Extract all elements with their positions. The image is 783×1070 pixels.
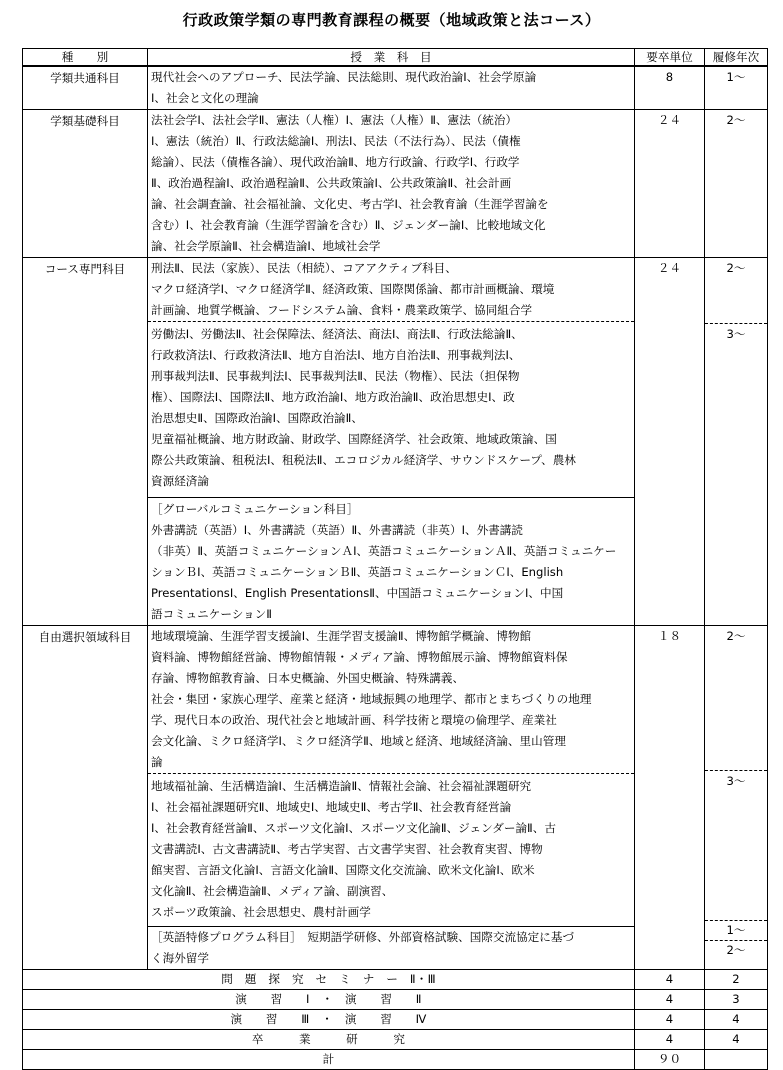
row-thesis — [23, 1030, 768, 1050]
units-cell: ２４ — [635, 258, 705, 626]
category-cell: 自由選択領域科目 — [23, 626, 148, 970]
subject-line: 法社会学Ⅰ、法社会学Ⅱ、憲法（人権）Ⅰ、憲法（人権）Ⅱ、憲法（統治） — [151, 113, 518, 127]
row-total — [23, 1050, 768, 1070]
subject-line: 地域福祉論、生活構造論Ⅰ、生活構造論Ⅱ、情報社会論、社会福祉課題研究 — [151, 779, 532, 793]
subject-line: 計画論、地質学概論、フードシステム論、食料・農業政策学、協同組合学 — [151, 303, 533, 317]
row-course — [23, 258, 768, 626]
subject-block — [148, 926, 634, 969]
subject-line: 資料論、博物館経営論、博物館情報・メディア論、博物館展示論、博物館資料保 — [151, 650, 568, 664]
year-cell: 4 — [705, 1030, 768, 1050]
subject-cell — [148, 110, 635, 258]
units-cell: １８ — [635, 626, 705, 970]
year-cell — [705, 1050, 768, 1070]
subject-line: 外書講読（英語）Ⅰ、外書講読（英語）Ⅱ、外書講読（非英）Ⅰ、外書講読 — [151, 523, 523, 537]
subject-cell — [148, 66, 635, 110]
header-category: 種 別 — [23, 49, 148, 67]
subject-block — [148, 497, 634, 625]
year-value: 3～ — [705, 323, 767, 345]
header-subjects: 授 業 科 目 — [148, 49, 635, 67]
subject-line: 論、社会学原論Ⅱ、社会構造論Ⅰ、地域社会学 — [151, 239, 381, 253]
subject-line: Ⅰ、憲法（統治）Ⅱ、行政法総論Ⅰ、刑法Ⅰ、民法（不法行為）、民法（債権 — [151, 134, 521, 148]
subject-line: 地域環境論、生涯学習支援論Ⅰ、生涯学習支援論Ⅱ、博物館学概論、博物館 — [151, 629, 532, 643]
subject-line: 社会・集団・家族心理学、産業と経済・地域振興の地理学、都市とまちづくりの地理 — [151, 692, 592, 706]
subject-line: く海外留学 — [151, 951, 209, 965]
subject-line: 論 — [151, 755, 163, 769]
year-cell — [705, 626, 768, 970]
subject-line: 際公共政策論、租税法Ⅰ、租税法Ⅱ、エコロジカル経済学、サウンドスケープ、農林 — [151, 453, 576, 467]
subject-line: 存論、博物館教育論、日本史概論、外国史概論、特殊講義、 — [151, 671, 465, 685]
subject-line: 刑事裁判法Ⅱ、民事裁判法Ⅰ、民事裁判法Ⅱ、民法（物権）、民法（担保物 — [151, 369, 520, 383]
subject-line: 行政救済法Ⅰ、行政救済法Ⅱ、地方自治法Ⅰ、地方自治法Ⅱ、刑事裁判法Ⅰ、 — [151, 348, 521, 362]
summary-label: 演 習 Ⅲ ・ 演 習 Ⅳ — [23, 1010, 635, 1030]
subject-line: 治思想史Ⅱ、国際政治論Ⅰ、国際政治論Ⅱ、 — [151, 411, 363, 425]
subject-line: 刑法Ⅱ、民法（家族）、民法（相続）、コアアクティブ科目、 — [151, 261, 457, 275]
subject-line: スポーツ政策論、社会思想史、農村計画学 — [151, 905, 371, 919]
row-basic — [23, 110, 768, 258]
row-practice-1 — [23, 990, 768, 1010]
units-cell: 4 — [635, 1030, 705, 1050]
subject-cell — [148, 258, 635, 626]
subject-line: 語コミュニケーションⅡ — [151, 607, 272, 621]
units-cell: 4 — [635, 970, 705, 990]
units-cell: 8 — [635, 66, 705, 110]
header-year: 履修年次 — [705, 49, 768, 67]
summary-label: 計 — [23, 1050, 635, 1070]
subject-line: 労働法Ⅰ、労働法Ⅱ、社会保障法、経済法、商法Ⅰ、商法Ⅱ、行政法総論Ⅱ、 — [151, 327, 523, 341]
subject-line: PresentationsⅠ、English PresentationsⅡ、中国語コミュニケーションⅠ、中国 — [151, 586, 564, 600]
units-cell: 4 — [635, 1010, 705, 1030]
category-cell: 学類基礎科目 — [23, 110, 148, 258]
subject-line: Ⅰ、社会と文化の理論 — [151, 91, 259, 105]
subject-line: 現代社会へのアプローチ、民法学論、民法総則、現代政治論Ⅰ、社会学原論 — [151, 70, 537, 84]
year-cell: 3 — [705, 990, 768, 1010]
subject-line: 総論）、民法（債権各論）、現代政治論Ⅱ、地方行政論、行政学Ⅰ、行政学 — [151, 155, 520, 169]
year-value: 1～ — [705, 920, 767, 940]
subject-line: 文書講読Ⅰ、古文書講読Ⅱ、考古学実習、古文書学実習、社会教育実習、博物 — [151, 842, 543, 856]
subject-block — [148, 773, 634, 923]
subject-block — [148, 258, 634, 321]
subject-line: ションＢⅠ、英語コミュニケーションＢⅡ、英語コミュニケーションＣⅠ、English — [151, 565, 564, 579]
year-cell: 4 — [705, 1010, 768, 1030]
summary-label: 演 習 Ⅰ ・ 演 習 Ⅱ — [23, 990, 635, 1010]
subject-line: （非英）Ⅱ、英語コミュニケーションＡⅠ、英語コミュニケーションＡⅡ、英語コミュニケー — [151, 544, 617, 558]
year-value: 2～ — [726, 629, 746, 643]
year-cell: 2～ — [705, 110, 768, 258]
subject-line: 児童福祉概論、地方財政論、財政学、国際経済学、社会政策、地域政策論、国 — [151, 432, 557, 446]
units-cell: 4 — [635, 990, 705, 1010]
row-seminar — [23, 970, 768, 990]
row-free — [23, 626, 768, 970]
subject-line: ［英語特修プログラム科目］ 短期語学研修、外部資格試験、国際交流協定に基づ — [151, 930, 575, 944]
year-cell — [705, 258, 768, 626]
subject-block — [148, 626, 634, 773]
subject-line: マクロ経済学Ⅰ、マクロ経済学Ⅱ、経済政策、国際関係論、都市計画概論、環境 — [151, 282, 555, 296]
subject-line: 論、社会調査論、社会福祉論、文化史、考古学Ⅰ、社会教育論（生涯学習論を — [151, 197, 549, 211]
year-value: 2～ — [726, 261, 746, 275]
subject-line: 館実習、言語文化論Ⅰ、言語文化論Ⅱ、国際文化交流論、欧米文化論Ⅰ、欧米 — [151, 863, 535, 877]
subject-line: 会文化論、ミクロ経済学Ⅰ、ミクロ経済学Ⅱ、地域と経済、地域経済論、里山管理 — [151, 734, 566, 748]
subject-line: 含む）Ⅰ、社会教育論（生涯学習論を含む）Ⅱ、ジェンダー論Ⅰ、比較地域文化 — [151, 218, 546, 232]
subject-line: 権）、国際法Ⅰ、国際法Ⅱ、地方政治論Ⅰ、地方政治論Ⅱ、政治思想史Ⅰ、政 — [151, 390, 515, 404]
year-cell: 2 — [705, 970, 768, 990]
year-value: 3～ — [705, 770, 767, 920]
subject-line: ［グローバルコミュニケーション科目］ — [151, 502, 359, 516]
subject-line: 文化論Ⅱ、社会構造論Ⅱ、メディア論、副演習、 — [151, 884, 394, 898]
subject-line: 学、現代日本の政治、現代社会と地域計画、科学技術と環境の倫理学、産業社 — [151, 713, 557, 727]
category-cell: コース専門科目 — [23, 258, 148, 626]
category-cell: 学類共通科目 — [23, 66, 148, 110]
subject-line: Ⅰ、社会福祉課題研究Ⅱ、地域史Ⅰ、地域史Ⅱ、考古学Ⅱ、社会教育経営論 — [151, 800, 512, 814]
page-title: 行政政策学類の専門教育課程の概要（地域政策と法コース） — [182, 11, 601, 29]
header-units: 要卒単位 — [635, 49, 705, 67]
units-cell: ２４ — [635, 110, 705, 258]
subject-line: Ⅰ、社会教育経営論Ⅱ、スポーツ文化論Ⅰ、スポーツ文化論Ⅱ、ジェンダー論Ⅱ、古 — [151, 821, 556, 835]
subject-line: Ⅱ、政治過程論Ⅰ、政治過程論Ⅱ、公共政策論Ⅰ、公共政策論Ⅱ、社会計画 — [151, 176, 512, 190]
year-cell: 1～ — [705, 66, 768, 110]
header-row — [23, 49, 768, 67]
curriculum-table — [22, 48, 768, 1070]
subject-cell — [148, 626, 635, 970]
year-value: 2～ — [705, 940, 767, 960]
summary-label: 卒 業 研 究 — [23, 1030, 635, 1050]
row-practice-2 — [23, 1010, 768, 1030]
subject-block — [148, 321, 634, 492]
units-cell: ９０ — [635, 1050, 705, 1070]
subject-line: 資源経済論 — [151, 474, 209, 488]
row-common — [23, 66, 768, 110]
summary-label: 問 題 探 究 セ ミ ナ ー Ⅱ・Ⅲ — [23, 970, 635, 990]
